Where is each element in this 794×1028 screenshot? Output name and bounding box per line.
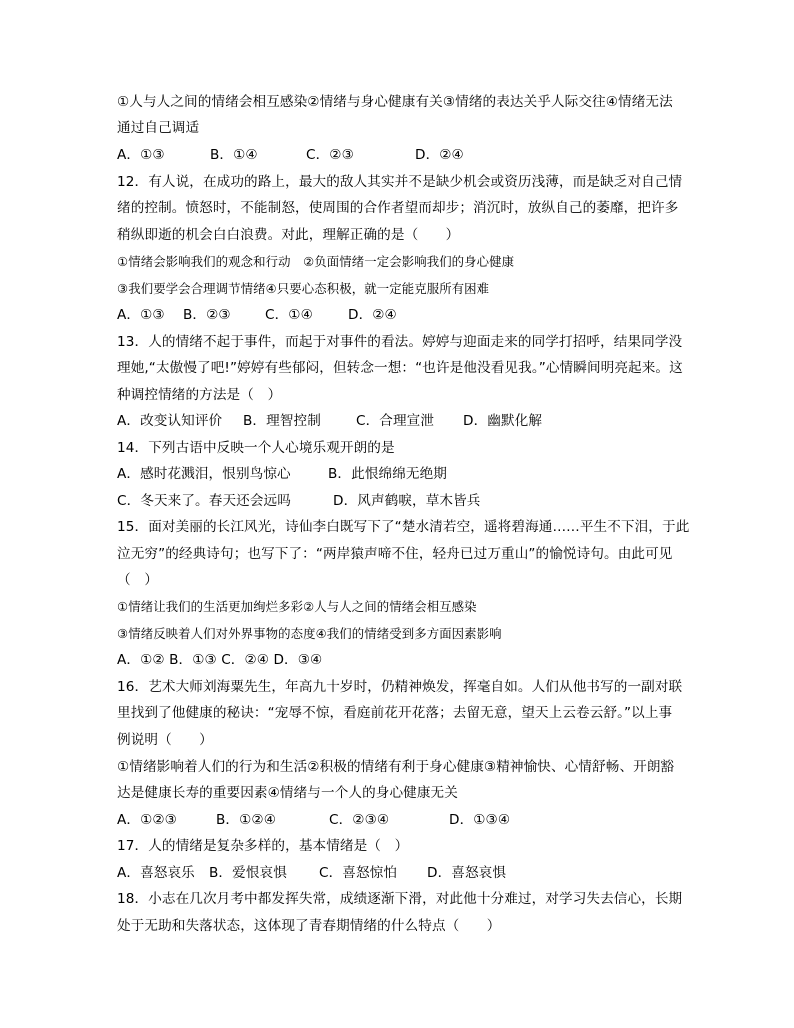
q14-option-b: B．此恨绵绵无绝期 [328,466,447,482]
q15-statement-line1: ①情绪让我们的生活更加绚烂多彩②人与人之间的情绪会相互感染 [117,599,477,614]
q17-options [117,863,677,883]
q12-statement-line2: ③我们要学会合理调节情绪④只要心态积极，就一定能克服所有困难 [117,281,490,296]
q16-option-c: C．②③④ [329,812,390,828]
q11-options [117,145,677,165]
q11-statement-line2: 通过自己调适 [117,120,200,136]
q15-statement-line2: ③情绪反映着人们对外界事物的态度④我们的情绪受到多方面因素影响 [117,626,502,641]
q12-option-b: B．②③ [183,307,231,323]
q12-option-d: D．②④ [348,307,397,323]
q14-option-d: D．风声鹤唳，草木皆兵 [333,493,481,509]
q15-stem-line1: 15．面对美丽的长江风光，诗仙李白既写下了“楚水清若空，遥将碧海通……平生不下泪，于此 [117,519,690,535]
q13-option-d: D．幽默化解 [463,413,543,429]
q12-stem-line1: 12．有人说，在成功的路上，最大的敌人其实并不是缺少机会或资历浅薄，而是缺乏对自己情 [117,174,683,190]
q17-option-a: A．喜怒哀乐 [117,865,195,881]
q18-stem-line2: 处于无助和失落状态，这体现了青春期情绪的什么特点（ ） [117,918,501,934]
q11-option-b: B．①④ [210,147,258,163]
q14-options-row2 [117,491,677,511]
q13-options [117,411,677,431]
q13-option-a: A．改变认知评价 [117,413,223,429]
q11-option-a: A．①③ [117,147,165,163]
q12-options [117,305,677,325]
q13-stem-line1: 13．人的情绪不起于事件，而起于对事件的看法。婷婷与迎面走来的同学打招呼，结果同学没 [117,334,683,350]
q13-option-c: C．合理宣泄 [356,413,435,429]
q17-option-d: D．喜怒哀惧 [427,865,507,881]
q15-stem-line3: （ ） [117,572,159,588]
q17-stem-line1: 17．人的情绪是复杂多样的，基本情绪是（ ） [117,838,409,854]
q17-option-c: C．喜怒惊怕 [319,865,398,881]
q11-option-d: D．②④ [415,147,464,163]
q16-option-b: B．①②④ [216,812,276,828]
q16-statement-line1: ①情绪影响着人们的行为和生活②积极的情绪有利于身心健康③精神愉快、心情舒畅、开朗豁 [117,759,675,775]
q14-option-c: C．冬天来了。春天还会远吗 [117,493,291,509]
q12-statement-line1: ①情绪会影响我们的观念和行动 ②负面情绪一定会影响我们的身心健康 [117,254,515,269]
q16-option-a: A．①②③ [117,812,177,828]
q17-option-b: B．爱恨哀惧 [209,865,287,881]
q18-stem-line1: 18．小志在几次月考中都发挥失常，成绩逐渐下滑，对此他十分难过，对学习失去信心，长期 [117,891,683,907]
q16-option-d: D．①③④ [449,812,511,828]
q16-stem-line3: 例说明（ ） [117,732,213,748]
q15-options: A．①② B．①③ C．②④ D．③④ [117,652,323,668]
q11-option-c: C．②③ [306,147,354,163]
q12-option-c: C．①④ [265,307,313,323]
q16-stem-line1: 16．艺术大师刘海粟先生，年高九十岁时，仍精神焕发，挥毫自如。人们从他书写的一副对联 [117,679,683,695]
q13-stem-line3: 种调控情绪的方法是（ ） [117,387,282,403]
q16-stem-line2: 里找到了他健康的秘诀：“宠辱不惊，看庭前花开花落；去留无意，望天上云卷云舒。”以上事 [117,705,673,721]
q16-statement-line2: 达是健康长寿的重要因素④情绪与一个人的身心健康无关 [117,785,458,801]
q13-option-b: B．理智控制 [243,413,321,429]
q12-option-a: A．①③ [117,307,165,323]
q15-stem-line2: 泣无穷”的经典诗句；也写下了：“两岸猿声啼不住，轻舟已过万重山”的愉悦诗句。由此可见 [117,546,673,562]
q12-stem-line2: 绪的控制。愤怒时，不能制怒，使周围的合作者望而却步；消沉时，放纵自己的萎靡，把许多 [117,200,679,216]
q14-stem-line1: 14．下列古语中反映一个人心境乐观开朗的是 [117,440,395,456]
q11-statement-line1: ①人与人之间的情绪会相互感染②情绪与身心健康有关③情绪的表达关乎人际交往④情绪无法 [117,94,673,110]
q14-option-a: A．感时花溅泪，恨别鸟惊心 [117,466,291,482]
q16-options [117,810,677,830]
q12-stem-line3: 稍纵即逝的机会白白浪费。对此，理解正确的是（ ） [117,227,460,243]
q13-stem-line2: 理她,“太傲慢了吧!”婷婷有些郁闷，但转念一想：“也许是他没看见我。”心情瞬间明亮起来。这 [117,360,683,376]
q14-options-row1 [117,464,677,484]
